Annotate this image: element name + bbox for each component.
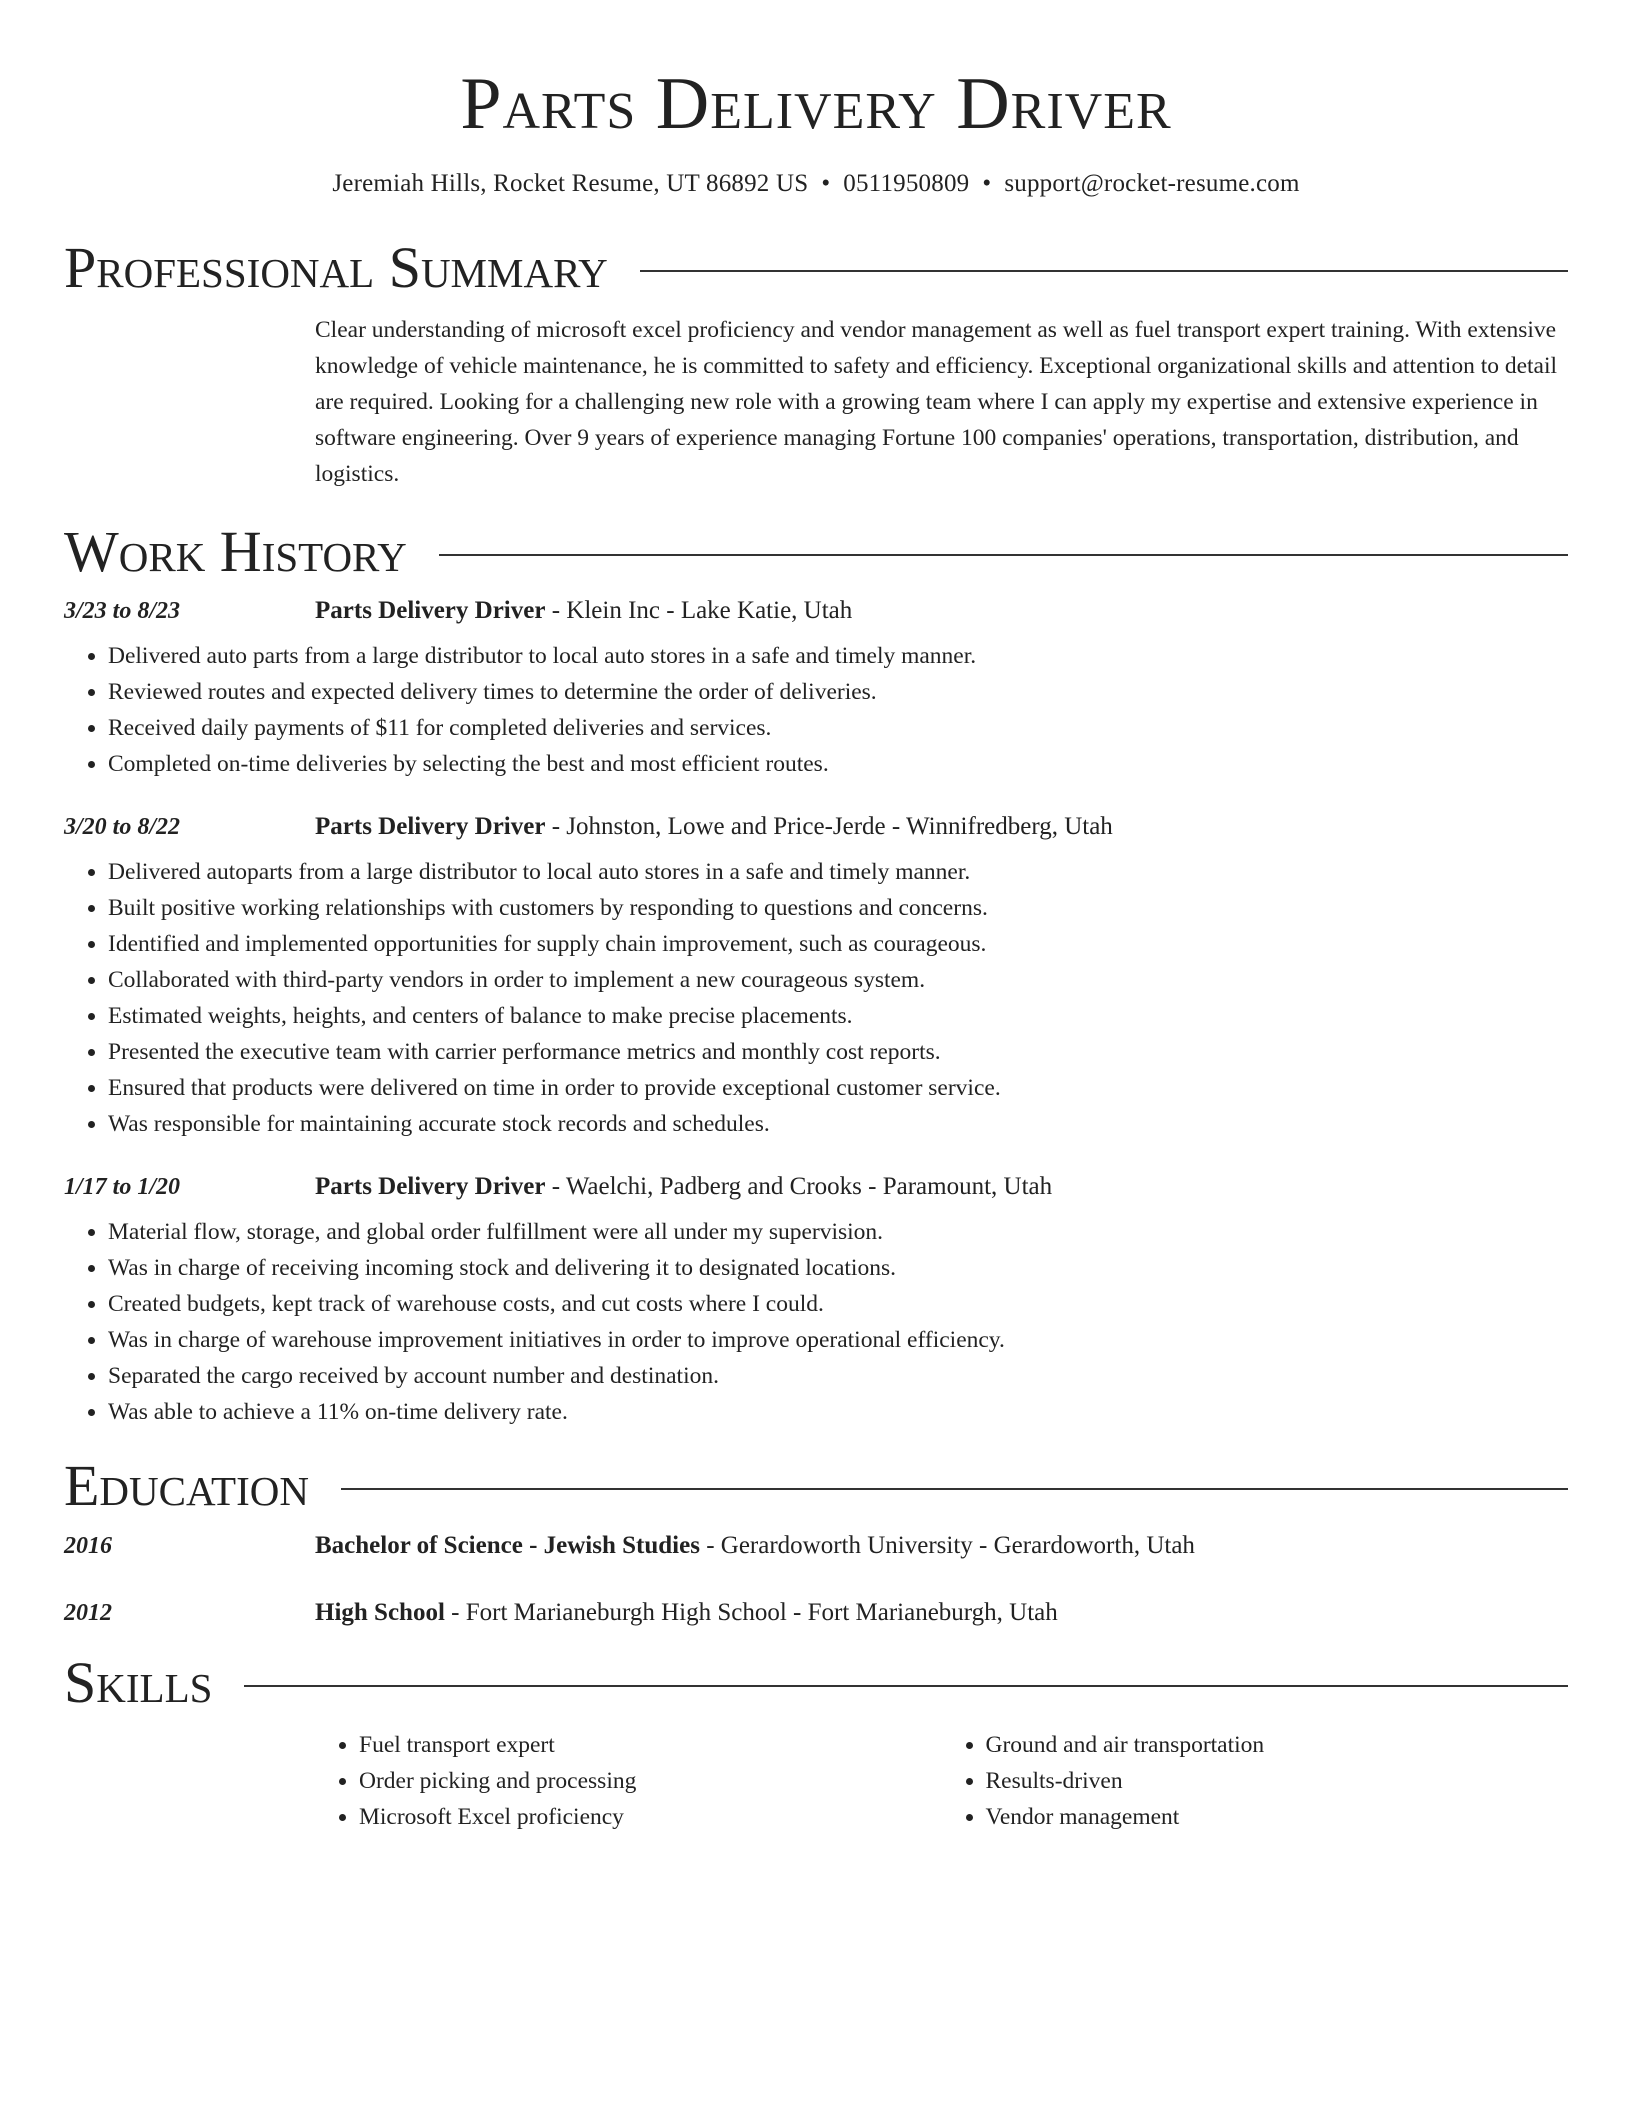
skill-item: • Fuel transport expert [359,1727,942,1763]
contact-phone: 0511950809 [843,170,970,197]
job-title-line [315,597,852,625]
job-bullet: • Received daily payments of $11 for completed deliveries and services. [108,710,1568,746]
job-bullet: • Material flow, storage, and global order fulfillment were all under my supervision. [108,1214,1568,1250]
summary-heading-text: Professional Summary [64,235,608,300]
contact-separator: • [821,170,831,197]
job-bullet: • Was responsible for maintaining accurate stock records and schedules. [108,1106,1568,1142]
job-title: Parts Delivery Driver [315,813,546,840]
education-entry [64,1599,1568,1627]
job-dates: 1/17 to 1/20 [64,1174,181,1200]
education-line [315,1599,1058,1627]
work-history-heading-text: Work History [64,519,407,584]
skills-column-left [315,1727,942,1835]
job-details: - Klein Inc - Lake Katie, Utah [545,597,853,624]
skill-item: • Ground and air transportation [986,1727,1569,1763]
job-entry [64,597,1568,782]
job-bullet: • Reviewed routes and expected delivery times to determine the order of deliveries. [108,674,1568,710]
education-heading-text: Education [64,1453,309,1518]
resume-name: Parts Delivery Driver [460,63,1172,145]
job-entry [64,1173,1568,1430]
job-header [64,813,1568,841]
skills-column-right [942,1727,1569,1835]
job-details: - Waelchi, Padberg and Crooks - Paramount, Utah [545,1173,1053,1200]
job-title-line [315,813,1113,841]
education-heading [64,1454,1568,1518]
summary-text: Clear understanding of microsoft excel proficiency and vendor management as well as fuel transport expert training. With extensive knowledge of vehicle maintenance, he is committed to safety and efficiency. Exceptional organizational skills and attention to detail are required. Looking for a challenging new role with a growing team where I can apply my expertise and extensive experience in software engineering. Over 9 years of experience managing Fortune 100 companies' operations, transportation, distribution, and logistics. [315,317,1558,487]
job-bullet: • Was able to achieve a 11% on-time delivery rate. [108,1394,1568,1430]
job-bullet: • Was in charge of warehouse improvement initiatives in order to improve operational efficiency. [108,1322,1568,1358]
section-divider [439,554,1568,556]
contact-address: Jeremiah Hills, Rocket Resume, UT 86892 US [332,170,809,197]
section-divider [341,1488,1568,1490]
job-details: - Johnston, Lowe and Price-Jerde - Winnifredberg, Utah [545,813,1113,840]
education-degree: Bachelor of Science - Jewish Studies [315,1532,700,1559]
job-header [64,1173,1568,1201]
job-bullets [64,854,1568,1142]
skill-item: • Order picking and processing [359,1763,942,1799]
job-bullets [64,1214,1568,1430]
job-bullet: • Delivered auto parts from a large distributor to local auto stores in a safe and timely manner. [108,638,1568,674]
contact-email: support@rocket-resume.com [1004,170,1300,197]
education-year: 2016 [64,1533,112,1559]
section-divider [640,270,1568,272]
job-bullet: • Collaborated with third-party vendors in order to implement a new courageous system. [108,962,1568,998]
skills-heading [64,1651,1568,1715]
job-title: Parts Delivery Driver [315,1173,546,1200]
job-bullet: • Delivered autoparts from a large distributor to local auto stores in a safe and timely manner. [108,854,1568,890]
contact-line [64,169,1568,199]
education-year: 2012 [64,1600,112,1626]
job-bullet: • Completed on-time deliveries by selecting the best and most efficient routes. [108,746,1568,782]
skills-heading-text: Skills [64,1650,213,1715]
summary-heading [64,236,1568,300]
work-history-heading [64,520,1568,584]
job-bullet: • Was in charge of receiving incoming stock and delivering it to designated locations. [108,1250,1568,1286]
job-entry [64,813,1568,1142]
job-header [64,597,1568,625]
education-entry [64,1532,1568,1560]
education-degree: High School [315,1599,445,1626]
education-line [315,1532,1195,1560]
skill-item: • Vendor management [986,1799,1569,1835]
job-bullet: • Presented the executive team with carrier performance metrics and monthly cost reports. [108,1034,1568,1070]
education-details: - Fort Marianeburgh High School - Fort Marianeburgh, Utah [444,1599,1058,1626]
job-title-line [315,1173,1052,1201]
job-bullet: • Estimated weights, heights, and centers of balance to make precise placements. [108,998,1568,1034]
education-details: - Gerardoworth University - Gerardoworth, Utah [699,1532,1195,1559]
contact-separator: • [982,170,992,197]
job-dates: 3/20 to 8/22 [64,814,181,840]
job-title: Parts Delivery Driver [315,597,546,624]
job-bullet: • Ensured that products were delivered on time in order to provide exceptional customer service. [108,1070,1568,1106]
job-bullet: • Built positive working relationships with customers by responding to questions and concerns. [108,890,1568,926]
job-dates: 3/23 to 8/23 [64,598,181,624]
skills-grid [315,1727,1568,1835]
job-bullet: • Separated the cargo received by account number and destination. [108,1358,1568,1394]
job-bullets [64,638,1568,782]
section-divider [244,1685,1568,1687]
skill-item: • Microsoft Excel proficiency [359,1799,942,1835]
job-bullet: • Identified and implemented opportunities for supply chain improvement, such as courageous. [108,926,1568,962]
job-bullet: • Created budgets, kept track of warehouse costs, and cut costs where I could. [108,1286,1568,1322]
skill-item: • Results-driven [986,1763,1569,1799]
